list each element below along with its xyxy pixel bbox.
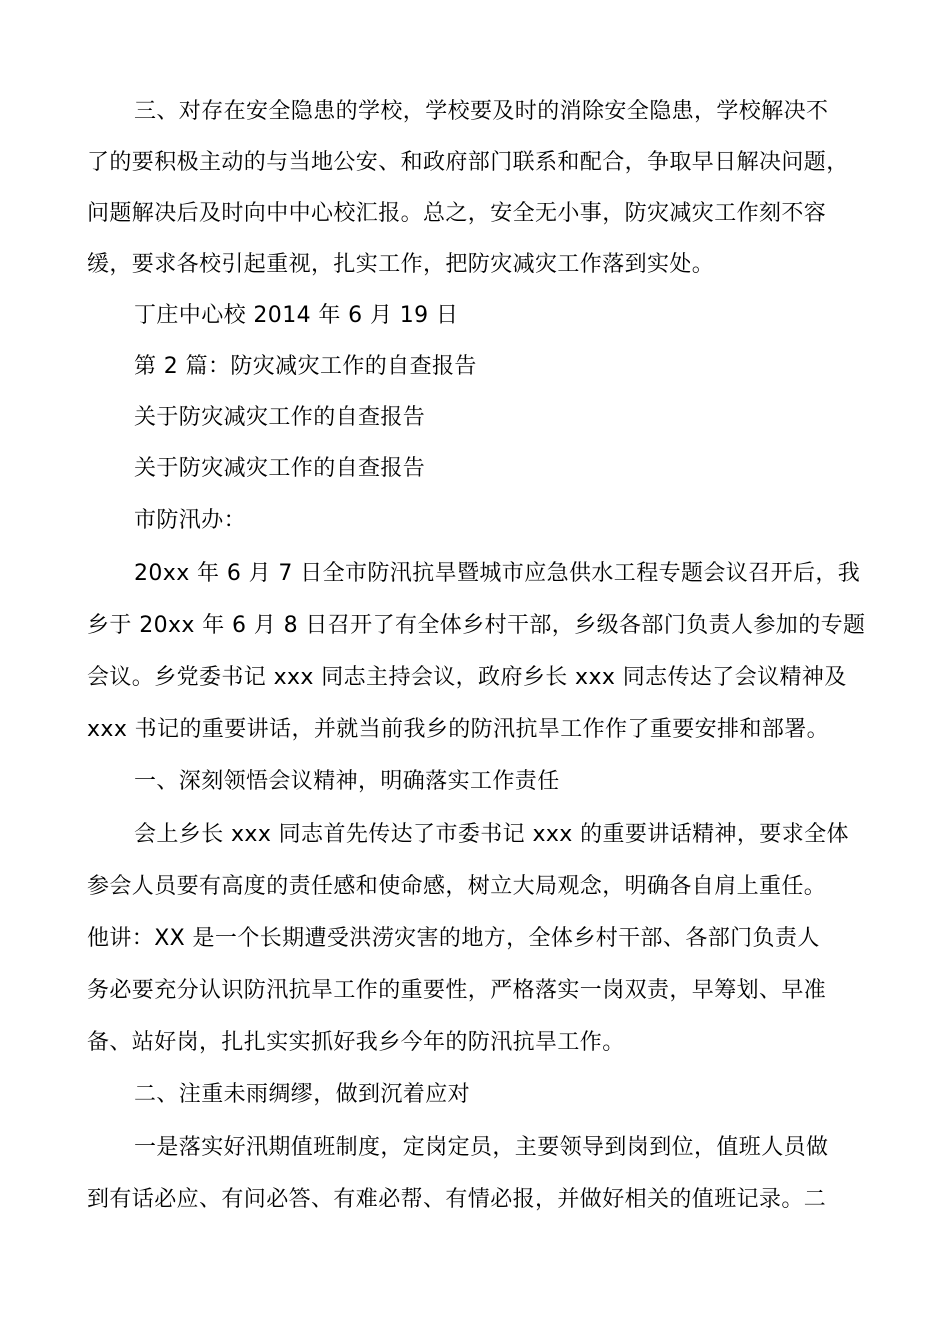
paragraph-line: 到有话必应、有问必答、有难必帮、有情必报，并做好相关的值班记录。二 <box>87 1187 827 1212</box>
section-heading: 二、注重未雨绸缪，做到沉着应对 <box>134 1082 471 1107</box>
paragraph-line: 参会人员要有高度的责任感和使命感，树立大局观念，明确各自肩上重任。 <box>87 874 827 899</box>
paragraph-line: 了的要积极主动的与当地公安、和政府部门联系和配合，争取早日解决问题， <box>87 150 849 175</box>
report-title: 关于防灾减灾工作的自查报告 <box>134 405 426 430</box>
section-heading: 一、深刻领悟会议精神，明确落实工作责任 <box>134 769 560 794</box>
paragraph-line: 乡于 20xx 年 6 月 8 日召开了有全体乡村干部，乡级各部门负责人参加的专题 <box>87 613 866 638</box>
paragraph-line: 会议。乡党委书记 xxx 同志主持会议，政府乡长 xxx 同志传达了会议精神及 <box>87 665 847 690</box>
report-title: 关于防灾减灾工作的自查报告 <box>134 456 426 481</box>
paragraph-line: 一是落实好汛期值班制度，定岗定员，主要领导到岗到位，值班人员做 <box>134 1135 829 1160</box>
paragraph-line: 他讲：XX 是一个长期遭受洪涝灾害的地方，全体乡村干部、各部门负责人 <box>87 926 820 951</box>
paragraph-line: 务必要充分认识防汛抗旱工作的重要性，严格落实一岗双责，早筹划、早准 <box>87 978 827 1003</box>
paragraph-line: 会上乡长 xxx 同志首先传达了市委书记 xxx 的重要讲话精神，要求全体 <box>134 822 849 847</box>
paragraph-line: 缓，要求各校引起重视，扎实工作，把防灾减灾工作落到实处。 <box>87 252 715 277</box>
signature-date-line: 丁庄中心校 2014 年 6 月 19 日 <box>134 303 459 328</box>
paragraph-line: xxx 书记的重要讲话，并就当前我乡的防汛抗旱工作作了重要安排和部署。 <box>87 717 830 742</box>
paragraph-line: 备、站好岗，扎扎实实抓好我乡今年的防汛抗旱工作。 <box>87 1030 625 1055</box>
section-heading: 第 2 篇：防灾减灾工作的自查报告 <box>134 354 477 379</box>
paragraph-line: 三、对存在安全隐患的学校，学校要及时的消除安全隐患，学校解决不 <box>134 99 829 124</box>
paragraph-line: 问题解决后及时向中中心校汇报。总之，安全无小事，防灾减灾工作刻不容 <box>87 201 827 226</box>
paragraph-line: 20xx 年 6 月 7 日全市防汛抗旱暨城市应急供水工程专题会议召开后，我 <box>134 561 861 586</box>
addressee-line: 市防汛办： <box>134 508 247 533</box>
